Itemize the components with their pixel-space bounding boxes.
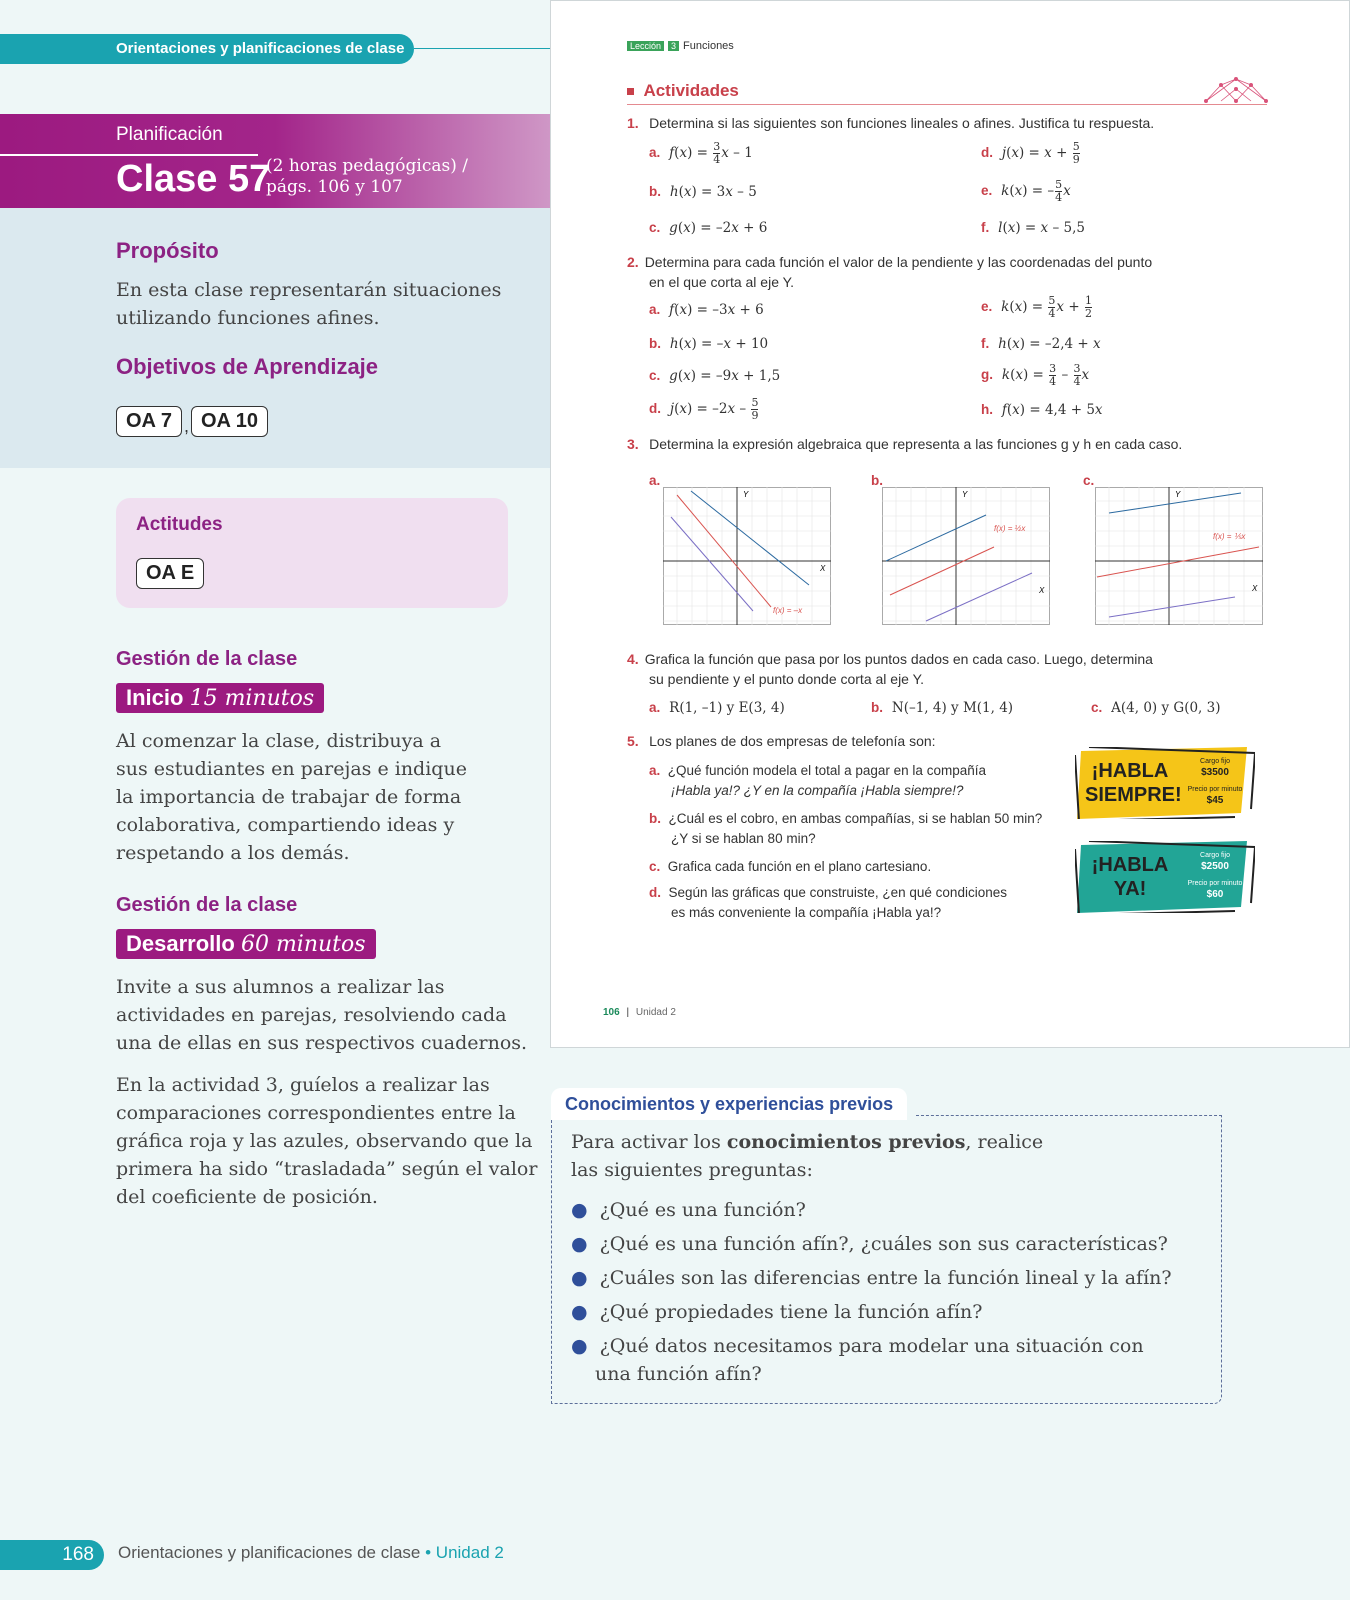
q4-a-text: R(1, –1) y E(3, 4): [669, 700, 785, 716]
q5-a-line1: ¿Qué función modela el total a pagar en la compañía: [667, 763, 986, 778]
footer-dot: •: [420, 1543, 436, 1562]
q1-item-b: b. h(x) = 3x – 5: [649, 184, 757, 200]
question-number: 5.: [627, 733, 639, 749]
q5-d-line2: es más conveniente la compañía ¡Habla ya!?: [671, 905, 942, 920]
bullet-icon: ●: [571, 1233, 588, 1255]
question-text: ¿Qué propiedades tiene la función afín?: [599, 1301, 983, 1323]
q5-a-line2: ¡Habla ya!? ¿Y en la compañía ¡Habla siempre!?: [671, 783, 964, 798]
question-4: [627, 651, 1153, 687]
footer-page-number: 168: [0, 1540, 104, 1570]
ad-ya-name-2: YA!: [1113, 878, 1147, 900]
ad-siempre-name: [1085, 759, 1182, 807]
purpose-block: [0, 208, 550, 468]
stage-desarrollo-time: 60 minutos: [240, 932, 366, 957]
question-text: ¿Qué datos necesitamos para modelar una situación con: [599, 1335, 1144, 1357]
section-bullet-icon: [627, 88, 634, 95]
svg-text:f(x) = ⅕x: f(x) = ⅕x: [1213, 532, 1246, 541]
ad-habla-siempre: [1075, 747, 1255, 815]
purpose-line-1: En esta clase representarán situaciones: [116, 279, 502, 301]
q2-item-c: c. g(x) = –9x + 1,5: [649, 368, 781, 384]
ad-ya-name-1: ¡HABLA: [1091, 854, 1169, 876]
gestion-2-line: Invite a sus alumnos a realizar las: [116, 976, 445, 998]
gestion-1-line: colaborativa, compartiendo ideas y: [116, 814, 455, 836]
header-title: Orientaciones y planificaciones de clase: [0, 34, 414, 64]
q4-item-c: c. A(4, 0) y G(0, 3): [1091, 700, 1221, 716]
ad-siempre-fixed-label: Cargo fijo: [1200, 758, 1230, 765]
oa-badge-7: OA 7: [116, 406, 182, 437]
question-3: [627, 436, 1182, 454]
q2-item-a: a. f(x) = –3x + 6: [649, 302, 764, 318]
question-text: Determina para cada función el valor de la pendiente y las coordenadas del punto: [644, 254, 1153, 270]
q5-item-c: c. Grafica cada función en el plano cartesiano.: [649, 859, 932, 874]
gestion-2-para-2: [116, 1071, 537, 1211]
graph-a-label: a.: [649, 473, 661, 488]
question-number: 4.: [627, 651, 639, 667]
ad-ya-minute: $60: [1206, 889, 1224, 900]
q5-item-a: a. ¿Qué función modela el total a pagar en la compañía ¡Habla ya!? ¿Y en la compañía ¡Habla siempre!?: [649, 761, 986, 801]
knowledge-intro: [571, 1128, 1043, 1184]
question-5: [627, 733, 936, 751]
oa-badge-10: OA 10: [191, 406, 268, 437]
bullet-icon: ●: [571, 1267, 588, 1289]
gestion-1-line: la importancia de trabajar de forma: [116, 786, 462, 808]
gestion-2-line: primera ha sido “trasladada” según el valor: [116, 1158, 538, 1180]
attitudes-title: Actitudes: [136, 514, 223, 535]
lesson-name: Funciones: [683, 40, 734, 52]
list-item: [571, 1264, 1172, 1292]
ad-ya-fixed: $2500: [1201, 861, 1229, 872]
graph-c-label: c.: [1083, 473, 1095, 488]
purpose-text: [116, 276, 501, 332]
svg-text:X: X: [820, 564, 826, 573]
question-1: [627, 115, 1154, 133]
q1-item-c: c. g(x) = –2x + 6: [649, 220, 768, 236]
list-item: [571, 1332, 1172, 1360]
page-footer-number: 106: [603, 1007, 620, 1018]
gestion-1-text: [116, 727, 467, 867]
graph-c: [1095, 487, 1263, 625]
question-text: ¿Qué es una función afín?, ¿cuáles son sus características?: [599, 1233, 1168, 1255]
decorative-network-icon: [1201, 75, 1271, 105]
q5-d-line1: Según las gráficas que construiste, ¿en qué condiciones: [668, 885, 1007, 900]
bullet-icon: ●: [571, 1199, 588, 1221]
knowledge-intro-line-2: las siguientes preguntas:: [571, 1159, 813, 1181]
attitudes-box: [116, 498, 508, 608]
ad-ya-prices: [1183, 851, 1247, 901]
knowledge-intro-pre: Para activar los: [571, 1131, 727, 1153]
ad-habla-ya: [1075, 841, 1255, 909]
class-meta: [266, 156, 468, 198]
q5-item-d: d. Según las gráficas que construiste, ¿en qué condiciones es más conveniente la compañía ¡Habla ya!?: [649, 883, 1007, 923]
objectives-list: [116, 406, 268, 437]
ad-siempre-prices: [1183, 757, 1247, 807]
svg-text:Y: Y: [1175, 490, 1181, 499]
q2-item-b: b. h(x) = –x + 10: [649, 336, 769, 352]
stage-inicio-label: Inicio: [126, 685, 184, 710]
ad-ya-minute-label: Precio por minuto: [1187, 880, 1243, 887]
gestion-2-line: una de ellas en sus respectivos cuadernos.: [116, 1032, 528, 1054]
knowledge-intro-post: , realice: [965, 1131, 1044, 1153]
question-text: Determina la expresión algebraica que representa a las funciones g y h en cada caso.: [649, 436, 1183, 452]
q2-item-f: f. h(x) = –2,4 + x: [981, 336, 1101, 352]
svg-text:Y: Y: [743, 490, 749, 499]
q4-c-text: A(4, 0) y G(0, 3): [1111, 700, 1221, 716]
gestion-2-line: gráfica roja y las azules, observando que la: [116, 1130, 533, 1152]
ad-siempre-name-2: SIEMPRE!: [1085, 784, 1182, 806]
ad-siempre-name-1: ¡HABLA: [1091, 760, 1169, 782]
lesson-tag: [627, 40, 734, 52]
svg-text:Y: Y: [962, 490, 968, 499]
plan-rule: [0, 154, 258, 156]
graph-a: [663, 487, 831, 625]
student-page: [550, 0, 1350, 1048]
stage-inicio: [116, 683, 324, 713]
ad-siempre-fixed: $3500: [1201, 767, 1229, 778]
class-meta-hours: (2 horas pedagógicas) /: [266, 156, 468, 176]
question-text: Determina si las siguientes son funciones lineales o afines. Justifica tu respuesta.: [649, 115, 1155, 131]
class-meta-pages: págs. 106 y 107: [266, 177, 403, 197]
footer-title: Orientaciones y planificaciones de clase: [118, 1543, 421, 1562]
oa-badge-e: OA E: [136, 558, 204, 589]
question-text-cont: en el que corta al eje Y.: [649, 274, 795, 290]
ad-siempre-minute-label: Precio por minuto: [1187, 786, 1243, 793]
q4-b-text: N(–1, 4) y M(1, 4): [891, 700, 1014, 716]
list-item: [571, 1230, 1172, 1258]
ad-ya-fixed-label: Cargo fijo: [1200, 852, 1230, 859]
gestion-title-2: Gestión de la clase: [116, 894, 298, 916]
gestion-1-line: sus estudiantes en parejas e indique: [116, 758, 467, 780]
question-2: [627, 254, 1152, 290]
q1-item-e: e. k(x) = – $\frac{5}{4}$ x: [981, 178, 1071, 204]
list-item: [571, 1196, 1172, 1224]
ad-siempre-minute: $45: [1206, 795, 1224, 806]
graph-b: [882, 487, 1050, 625]
question-text-cont: su pendiente y el punto donde corta al eje Y.: [649, 671, 925, 687]
stage-desarrollo-label: Desarrollo: [126, 931, 235, 956]
q1-item-f: f. l(x) = x – 5,5: [981, 220, 1085, 236]
q2-item-e: e. k(x) = $\frac{5}{4}$ x + $\frac{1}{2}$: [981, 294, 1092, 320]
q4-item-b: b. N(–1, 4) y M(1, 4): [871, 700, 1014, 716]
gestion-title-1: Gestión de la clase: [116, 648, 298, 670]
svg-text:f(x) = ½x: f(x) = ½x: [994, 524, 1026, 533]
question-number: 2.: [627, 254, 639, 270]
question-text: Los planes de dos empresas de telefonía son:: [649, 733, 936, 749]
footer-unit: Unidad 2: [435, 1543, 504, 1562]
purpose-title: Propósito: [116, 238, 219, 263]
section-title: Actividades: [643, 81, 739, 100]
page-footer: 106 | Unidad 2: [603, 1007, 676, 1018]
gestion-2-line: En la actividad 3, guíelos a realizar las: [116, 1074, 490, 1096]
ad-ya-name: [1085, 853, 1175, 901]
graph-b-label: b.: [871, 473, 883, 488]
q2-item-g: g. k(x) = $\frac{3}{4}$ – $\frac{3}{4}$ x: [981, 362, 1090, 388]
q5-item-b: b. ¿Cuál es el cobro, en ambas compañías, si se hablan 50 min? ¿Y si se hablan 80 min?: [649, 809, 1042, 849]
stage-inicio-time: 15 minutos: [189, 686, 315, 711]
q5-b-line2: ¿Y si se hablan 80 min?: [671, 831, 816, 846]
knowledge-tab: Conocimientos y experiencias previos: [551, 1088, 907, 1120]
question-number: 3.: [627, 436, 639, 452]
question-text-cont: una función afín?: [595, 1363, 762, 1385]
svg-text:X: X: [1252, 584, 1258, 593]
q2-item-h: h. f(x) = 4,4 + 5x: [981, 402, 1103, 418]
purpose-line-2: utilizando funciones afines.: [116, 307, 380, 329]
q1-item-d: d. j(x) = x + $\frac{5}{9}$: [981, 140, 1080, 166]
gestion-2-line: comparaciones correspondientes entre la: [116, 1102, 516, 1124]
knowledge-intro-bold: conocimientos previos: [726, 1131, 966, 1153]
q5-b-line1: ¿Cuál es el cobro, en ambas compañías, si se hablan 50 min?: [668, 811, 1043, 826]
plan-label: Planificación: [116, 124, 223, 145]
question-text: ¿Cuáles son las diferencias entre la función lineal y la afín?: [599, 1267, 1172, 1289]
objectives-title: Objetivos de Aprendizaje: [116, 354, 379, 379]
bullet-icon: ●: [571, 1335, 588, 1357]
plan-banner: [0, 114, 550, 208]
question-text: Grafica la función que pasa por los puntos dados en cada caso. Luego, determina: [644, 651, 1153, 667]
q2-item-d: d. j(x) = –2x – $\frac{5}{9}$: [649, 396, 759, 422]
q4-item-a: a. R(1, –1) y E(3, 4): [649, 700, 785, 716]
bullet-icon: ●: [571, 1301, 588, 1323]
q1-item-a: a. f(x) = $\frac{3}{4}$ x – 1: [649, 140, 753, 166]
stage-desarrollo: [116, 929, 376, 959]
q5-c-line1: Grafica cada función en el plano cartesiano.: [667, 859, 932, 874]
list-item: [571, 1298, 1172, 1326]
gestion-2-line: del coeficiente de posición.: [116, 1186, 378, 1208]
section-header: [627, 81, 1267, 105]
lesson-number: 3: [668, 41, 679, 51]
question-text: ¿Qué es una función?: [599, 1199, 806, 1221]
gestion-1-line: respetando a los demás.: [116, 842, 350, 864]
gestion-2-line: actividades en parejas, resolviendo cada: [116, 1004, 507, 1026]
gestion-1-line: Al comenzar la clase, distribuya a: [116, 730, 442, 752]
page-footer-unit: Unidad 2: [635, 1007, 676, 1018]
question-number: 1.: [627, 115, 639, 131]
header-divider: [414, 48, 550, 49]
oa-separator: ,: [183, 416, 189, 436]
class-title: Clase 57: [116, 158, 271, 200]
svg-text:X: X: [1039, 586, 1045, 595]
gestion-2-para-1: [116, 973, 527, 1057]
lesson-tag-label: Lección: [627, 41, 664, 51]
knowledge-questions: [571, 1196, 1172, 1388]
svg-text:f(x) = –x: f(x) = –x: [773, 606, 803, 615]
footer-text: [118, 1543, 504, 1563]
